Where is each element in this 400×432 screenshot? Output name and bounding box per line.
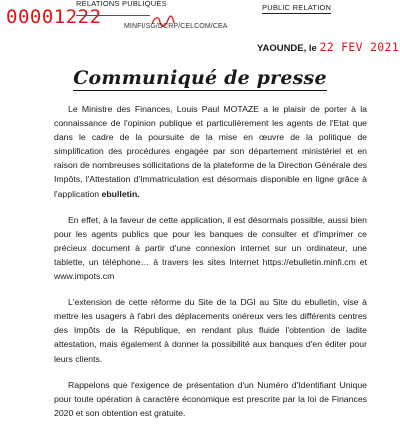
header-left-text: RELATIONS PUBLIQUES	[76, 0, 167, 8]
dateline	[257, 40, 399, 54]
registration-number-stamp: 00001222	[6, 6, 102, 28]
page-title	[0, 67, 400, 89]
header-left-rule	[76, 15, 150, 16]
header-right-text: PUBLIC RELATION	[262, 3, 332, 12]
dateline-city: YAOUNDE, le	[257, 43, 317, 54]
app-name-bold: ebulletin.	[101, 188, 140, 199]
paragraph-3: L'extension de cette réforme du Site de la DGI au Site du ebulletin, vise à mettre les usagers à l'abri des déplacements onéreux vers les différents centres des Impôts de la République, en rendant plus fluide l'obtention de ladite attestation, mais également à donner la possibilité aux banques d'en éditer pour leurs clients.	[54, 297, 367, 364]
paragraph-1-text: Le Ministre des Finances, Louis Paul MOTAZE a le plaisir de porter à la connaissance de l'opinion publique et particulièrement les agents de l'Etat que dans le cadre de la poursuite de la mise en œuvre de la politique de simplification des procédures engagée par son département ministériel et en raison de nombreuses sollicitations de la plateforme de la Direction Générale des Impôts, l'Attestation d'Immatriculation est désormais disponible en ligne grâce à l'application	[54, 104, 367, 199]
paragraph-4: Rappelons que l'exigence de présentation d'un Numéro d'Identifiant Unique pour toute opération à caractère économique est prescrite par la loi de Finances 2020 et son obtention est gratuite.	[54, 379, 367, 418]
reference-number: MINFI/SG/DCRP/CELCOM/CEA	[124, 23, 228, 30]
dateline-date-stamp: 22 FEV 2021	[319, 40, 399, 54]
communique-body	[54, 102, 367, 432]
page-title-text: Communiqué de presse	[73, 67, 327, 89]
paragraph-2: En effet, à la faveur de cette application, il est désormais possible, aussi bien pour les agents publics que pour les banques de consulter et d'imprimer ce précieux document à partir d'une connexion internet sur un ordinateur, une tablette, un téléphone… à travers les sites Internet https://ebulletin.minfi.cm et www.impots.cm	[54, 214, 367, 282]
paragraph-1	[54, 102, 367, 201]
